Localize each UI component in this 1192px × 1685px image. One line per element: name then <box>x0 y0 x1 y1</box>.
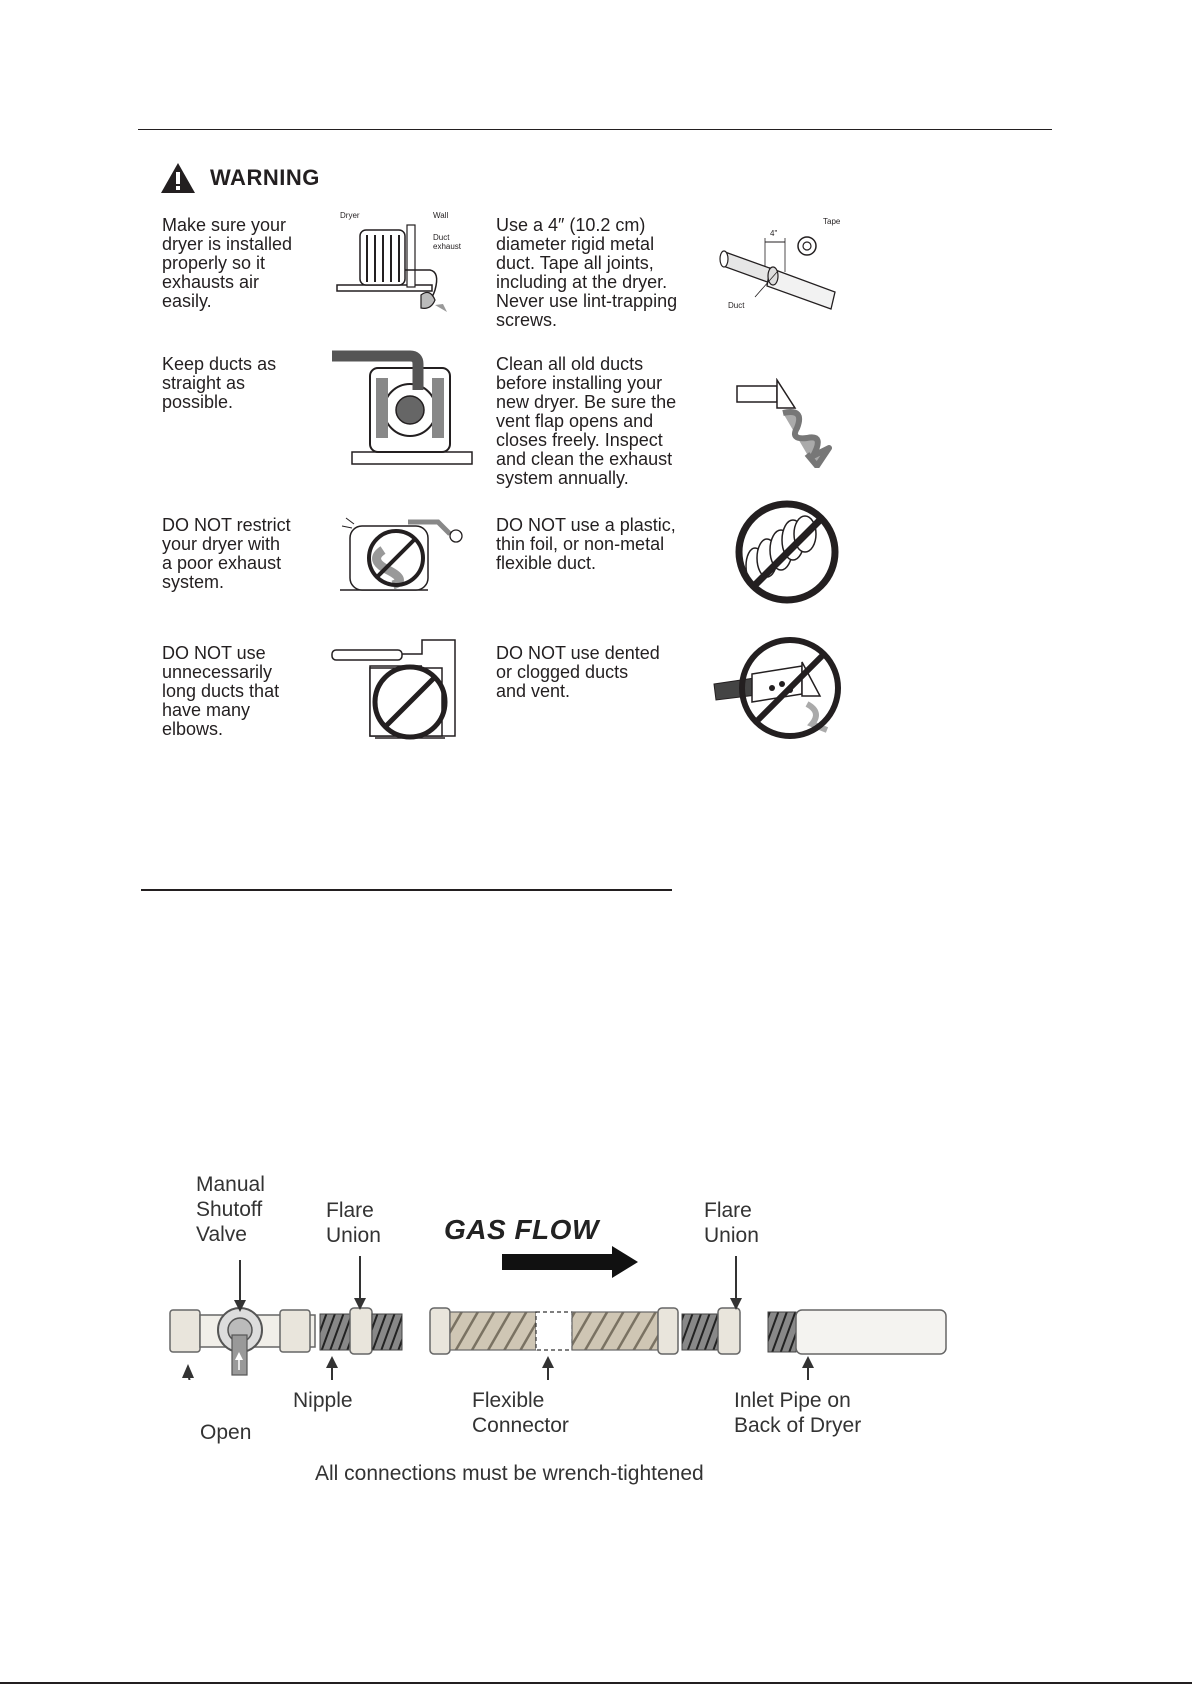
gas-connection-diagram <box>160 1160 950 1500</box>
section-rule <box>141 889 672 891</box>
label-duct-exhaust: Duct <box>433 233 450 242</box>
vent-flap-illustration <box>735 378 840 468</box>
warning-text-6: DO NOT use a plastic, thin foil, or non-metal flexible duct. <box>496 515 676 573</box>
header-rule <box>138 129 1052 130</box>
warning-triangle-icon <box>160 162 196 194</box>
warning-title: WARNING <box>210 165 320 190</box>
label-manual-shutoff-valve: Manual Shutoff Valve <box>196 1173 265 1246</box>
rigid-duct-tape-illustration <box>715 212 845 317</box>
footer-rule <box>0 1682 1192 1684</box>
label-4in: 4" <box>770 229 778 238</box>
label-inlet-pipe: Inlet Pipe on Back of Dryer <box>734 1389 862 1437</box>
warning-text-2: Use a 4″ (10.2 cm) diameter rigid metal duct. Tape all joints, including at the dryer. Never use lint-trapping screws. <box>496 215 678 330</box>
long-duct-prohibited-illustration <box>330 636 460 741</box>
label-wall: Wall <box>433 211 449 220</box>
label-flexible-connector: Flexible Connector <box>472 1389 569 1437</box>
label-duct: Duct <box>728 301 745 310</box>
straight-duct-illustration <box>332 350 480 468</box>
gas-flow-label: GAS FLOW <box>444 1214 599 1245</box>
warning-text-5: DO NOT restrict your dryer with a poor exhaust system. <box>162 515 291 592</box>
warning-header <box>160 162 320 194</box>
label-nipple: Nipple <box>293 1389 353 1412</box>
svg-text:exhaust: exhaust <box>433 242 462 251</box>
warning-text-1: Make sure your dryer is installed properly so it exhausts air easily. <box>162 215 293 311</box>
diagram-caption: All connections must be wrench-tightened <box>315 1462 704 1485</box>
label-tape: Tape <box>823 217 841 226</box>
label-open: Open <box>200 1421 252 1444</box>
dryer-exhaust-illustration <box>335 210 465 325</box>
label-flare-union-left: Flare Union <box>326 1199 381 1247</box>
warning-text-7: DO NOT use unnecessarily long ducts that have many elbows. <box>162 643 280 739</box>
gas-line-drawing <box>160 1160 950 1380</box>
clogged-duct-prohibited-illustration <box>712 634 847 742</box>
label-dryer: Dryer <box>340 211 360 220</box>
restricted-exhaust-prohibited-illustration <box>338 510 473 595</box>
warning-text-8: DO NOT use dented or clogged ducts and vent. <box>496 643 660 701</box>
flexible-duct-prohibited-illustration <box>733 498 843 606</box>
warning-text-3: Keep ducts as straight as possible. <box>162 354 277 412</box>
warning-text-4: Clean all old ducts before installing your new dryer. Be sure the vent flap opens and closes freely. Inspect and clean the exhaust system annually. <box>496 354 677 488</box>
label-flare-union-right: Flare Union <box>704 1199 759 1247</box>
